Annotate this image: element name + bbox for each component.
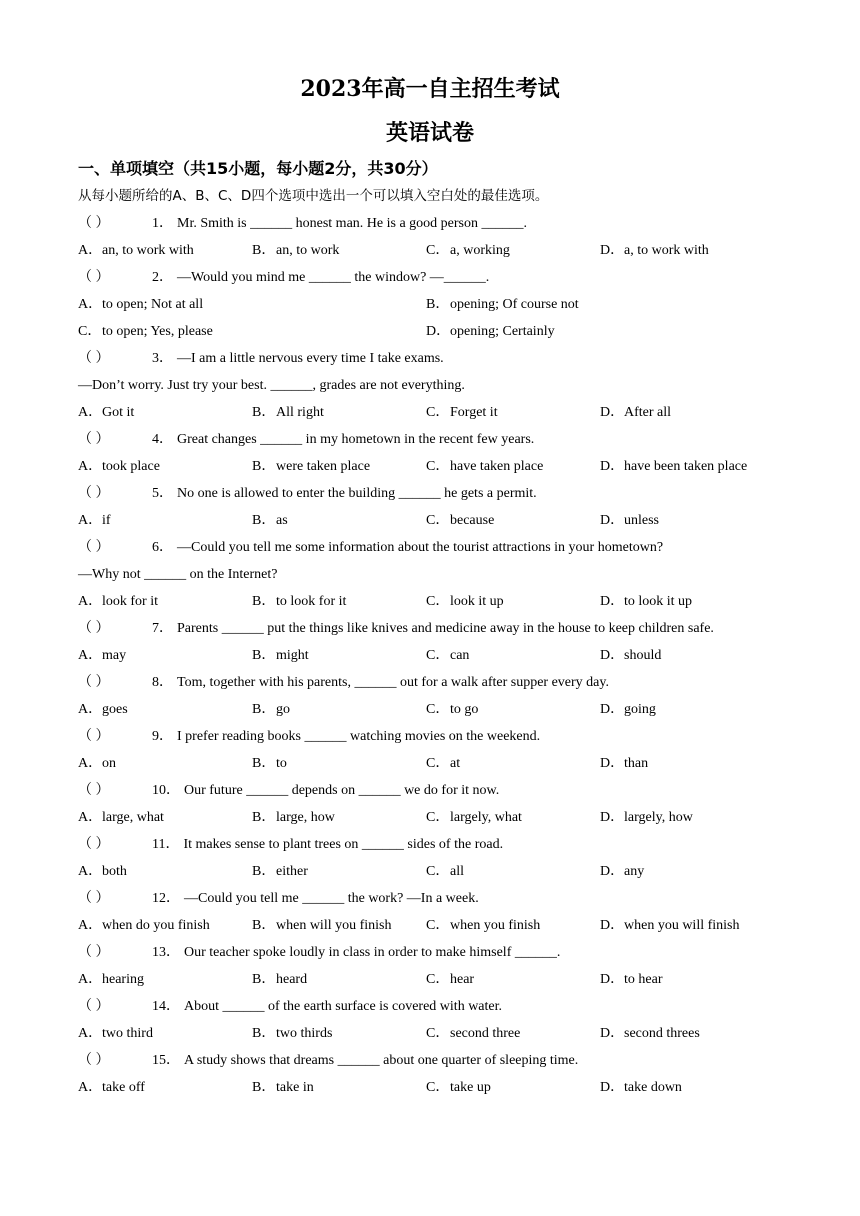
option-text: to hear — [624, 972, 663, 987]
question-13-option-b[interactable] — [252, 970, 307, 990]
option-text: may — [102, 648, 127, 663]
question-4-option-d[interactable] — [600, 457, 747, 477]
question-text: I prefer reading books ______ watching movies on the weekend. — [177, 729, 541, 744]
question-4-option-b[interactable] — [252, 457, 370, 477]
section-instructions: 从每小题所给的A、B、C、D四个选项中选出一个可以填入空白处的最佳选项。 — [78, 188, 549, 204]
option-letter: C． — [426, 648, 450, 663]
question-text: A study shows that dreams ______ about one quarter of sleeping time. — [184, 1053, 579, 1068]
option-text: an, to work — [276, 243, 340, 258]
question-3-option-b[interactable] — [252, 403, 324, 423]
option-letter: C． — [426, 405, 450, 420]
answer-blank[interactable]: （ ） — [78, 1053, 110, 1068]
option-text: should — [624, 648, 662, 663]
question-5-option-b[interactable] — [252, 511, 288, 531]
question-10-option-b[interactable] — [252, 808, 335, 828]
option-text: can — [450, 648, 470, 663]
page-subtitle: 英语试卷 — [385, 120, 474, 146]
question-text: Parents ______ put the things like knives and medicine away in the house to keep children safe. — [177, 621, 714, 636]
question-9-option-a[interactable] — [78, 754, 116, 774]
option-letter: D． — [600, 1026, 625, 1041]
answer-blank[interactable]: （ ） — [78, 891, 110, 906]
option-text: go — [276, 702, 290, 717]
question-5-option-a[interactable] — [78, 511, 111, 531]
option-text: a, working — [450, 243, 510, 258]
option-letter: A． — [78, 405, 103, 420]
question-number: 9． — [152, 729, 173, 744]
question-10-option-d[interactable] — [600, 808, 693, 828]
question-6-stem — [78, 538, 663, 558]
question-13-option-d[interactable] — [600, 970, 662, 990]
option-letter: C． — [426, 702, 450, 717]
option-text: both — [102, 864, 127, 879]
option-letter: C． — [426, 459, 450, 474]
option-letter: A． — [78, 918, 103, 933]
question-number: 12． — [152, 891, 180, 906]
question-5-option-d[interactable] — [600, 511, 659, 531]
answer-blank[interactable]: （ ） — [78, 999, 110, 1014]
question-9-option-c[interactable] — [426, 754, 460, 774]
question-3-stem-line-2 — [78, 376, 465, 396]
question-number: 11． — [152, 837, 180, 852]
question-11-option-b[interactable] — [252, 862, 308, 882]
option-letter: D． — [600, 864, 625, 879]
question-7-option-b[interactable] — [252, 646, 309, 666]
question-1-option-c[interactable] — [426, 241, 510, 261]
option-letter: C． — [426, 864, 450, 879]
question-15-stem — [78, 1051, 578, 1071]
option-letter: C． — [426, 594, 450, 609]
question-13-stem — [78, 943, 560, 963]
question-10-option-c[interactable] — [426, 808, 522, 828]
option-letter: A． — [78, 594, 103, 609]
option-text: either — [276, 864, 308, 879]
option-text: heard — [276, 972, 308, 987]
option-letter: B． — [252, 1080, 276, 1095]
answer-blank[interactable]: （ ） — [78, 486, 110, 501]
option-text: a, to work with — [624, 243, 709, 258]
question-text: —Could you tell me some information about the tourist attractions in your hometown? — [177, 540, 664, 555]
question-6-option-c[interactable] — [426, 592, 504, 612]
question-text: About ______ of the earth surface is covered with water. — [184, 999, 503, 1014]
question-4-option-a[interactable] — [78, 457, 160, 477]
question-14-option-c[interactable] — [426, 1024, 520, 1044]
option-letter: A． — [78, 297, 103, 312]
question-3-option-a[interactable] — [78, 403, 134, 423]
question-text: —Don’t worry. Just try your best. ______, grades are not everything. — [78, 378, 465, 393]
question-6-option-b[interactable] — [252, 592, 346, 612]
answer-blank[interactable]: （ ） — [78, 621, 110, 636]
option-text: at — [450, 756, 461, 771]
question-text: —Why not ______ on the Internet? — [78, 567, 278, 582]
question-12-stem — [78, 889, 479, 909]
question-number: 7． — [152, 621, 173, 636]
question-8-option-b[interactable] — [252, 700, 290, 720]
option-letter: B． — [252, 513, 276, 528]
question-15-option-b[interactable] — [252, 1078, 314, 1098]
option-letter: B． — [252, 459, 276, 474]
question-number: 8． — [152, 675, 173, 690]
option-letter: C． — [426, 756, 450, 771]
option-text: second three — [450, 1026, 521, 1041]
answer-blank[interactable]: （ ） — [78, 945, 110, 960]
option-letter: D． — [600, 405, 625, 420]
option-text: because — [450, 513, 495, 528]
question-8-option-c[interactable] — [426, 700, 478, 720]
question-text: —Would you mind me ______ the window? —______. — [177, 270, 490, 285]
option-text: all — [450, 864, 464, 879]
option-text: to look for it — [276, 594, 347, 609]
option-text: when you finish — [450, 918, 541, 933]
question-text: —Could you tell me ______ the work? —In a week. — [184, 891, 479, 906]
question-3-option-c[interactable] — [426, 403, 498, 423]
question-number: 13． — [152, 945, 180, 960]
question-number: 2． — [152, 270, 173, 285]
option-letter: D． — [426, 324, 451, 339]
option-text: hearing — [102, 972, 144, 987]
question-2-option-c[interactable] — [78, 322, 213, 342]
option-text: as — [276, 513, 288, 528]
question-15-option-c[interactable] — [426, 1078, 491, 1098]
question-14-option-a[interactable] — [78, 1024, 153, 1044]
option-text: look for it — [102, 594, 158, 609]
option-letter: A． — [78, 756, 103, 771]
question-number: 5． — [152, 486, 173, 501]
option-text: opening; Of course not — [450, 297, 579, 312]
option-letter: C． — [426, 513, 450, 528]
option-letter: B． — [252, 918, 276, 933]
question-3-option-d[interactable] — [600, 403, 671, 423]
page-title: 2023年高一自主招生考试 — [300, 76, 560, 102]
question-6-stem-line-2 — [78, 565, 277, 585]
option-letter: D． — [600, 1080, 625, 1095]
question-11-option-d[interactable] — [600, 862, 644, 882]
option-text: hear — [450, 972, 475, 987]
question-text: Tom, together with his parents, ______ out for a walk after supper every day. — [177, 675, 609, 690]
question-7-stem — [78, 619, 714, 639]
answer-blank[interactable]: （ ） — [78, 270, 110, 285]
question-3-stem — [78, 349, 444, 369]
question-text: Mr. Smith is ______ honest man. He is a good person ______. — [177, 216, 527, 231]
question-14-stem — [78, 997, 502, 1017]
option-text: an, to work with — [102, 243, 194, 258]
option-letter: B． — [252, 756, 276, 771]
option-text: large, what — [102, 810, 164, 825]
question-15-option-a[interactable] — [78, 1078, 145, 1098]
option-text: on — [102, 756, 116, 771]
option-text: After all — [624, 405, 672, 420]
option-letter: D． — [600, 810, 625, 825]
option-text: to — [276, 756, 287, 771]
option-letter: D． — [600, 243, 625, 258]
question-12-option-a[interactable] — [78, 916, 210, 936]
option-letter: A． — [78, 702, 103, 717]
question-14-option-b[interactable] — [252, 1024, 332, 1044]
question-12-option-d[interactable] — [600, 916, 740, 936]
option-letter: A． — [78, 1026, 103, 1041]
option-letter: A． — [78, 1080, 103, 1095]
option-letter: B． — [252, 972, 276, 987]
option-text: second threes — [624, 1026, 700, 1041]
option-letter: A． — [78, 513, 103, 528]
option-text: to open; Not at all — [102, 297, 204, 312]
option-letter: C． — [426, 1080, 450, 1095]
option-letter: B． — [252, 594, 276, 609]
option-letter: D． — [600, 459, 625, 474]
question-1-option-b[interactable] — [252, 241, 339, 261]
option-text: largely, what — [450, 810, 522, 825]
option-text: when you will finish — [624, 918, 740, 933]
question-12-option-b[interactable] — [252, 916, 392, 936]
option-letter: C． — [426, 918, 450, 933]
question-text: Our future ______ depends on ______ we do for it now. — [184, 783, 500, 798]
question-8-option-a[interactable] — [78, 700, 128, 720]
question-5-stem — [78, 484, 537, 504]
option-letter: B． — [252, 648, 276, 663]
option-letter: C． — [426, 972, 450, 987]
option-text: take down — [624, 1080, 682, 1095]
option-letter: C． — [426, 810, 450, 825]
question-14-option-d[interactable] — [600, 1024, 700, 1044]
question-4-stem — [78, 430, 534, 450]
question-text: —I am a little nervous every time I take exams. — [177, 351, 444, 366]
question-13-option-a[interactable] — [78, 970, 144, 990]
question-11-option-a[interactable] — [78, 862, 127, 882]
question-5-option-c[interactable] — [426, 511, 494, 531]
question-4-option-c[interactable] — [426, 457, 543, 477]
option-letter: A． — [78, 243, 103, 258]
option-letter: B． — [252, 810, 276, 825]
question-number: 1． — [152, 216, 173, 231]
option-text: goes — [102, 702, 128, 717]
question-7-option-c[interactable] — [426, 646, 469, 666]
question-text: Great changes ______ in my hometown in the recent few years. — [177, 432, 535, 447]
option-letter: D． — [600, 594, 625, 609]
option-text: any — [624, 864, 645, 879]
option-text: have taken place — [450, 459, 544, 474]
question-number: 15． — [152, 1053, 180, 1068]
option-text: large, how — [276, 810, 335, 825]
question-number: 3． — [152, 351, 173, 366]
question-8-option-d[interactable] — [600, 700, 656, 720]
option-text: Got it — [102, 405, 135, 420]
answer-blank[interactable]: （ ） — [78, 540, 110, 555]
option-text: take up — [450, 1080, 491, 1095]
option-letter: A． — [78, 459, 103, 474]
option-text: going — [624, 702, 656, 717]
question-7-option-d[interactable] — [600, 646, 661, 666]
option-text: All right — [276, 405, 324, 420]
option-letter: D． — [600, 918, 625, 933]
question-13-option-c[interactable] — [426, 970, 474, 990]
question-2-option-a[interactable] — [78, 295, 203, 315]
question-1-option-a[interactable] — [78, 241, 194, 261]
question-7-option-a[interactable] — [78, 646, 126, 666]
answer-blank[interactable]: （ ） — [78, 216, 110, 231]
question-15-option-d[interactable] — [600, 1078, 682, 1098]
option-letter: C． — [426, 1026, 450, 1041]
option-text: unless — [624, 513, 659, 528]
option-letter: B． — [252, 405, 276, 420]
option-letter: D． — [600, 756, 625, 771]
option-text: to look it up — [624, 594, 693, 609]
option-letter: A． — [78, 864, 103, 879]
question-2-option-d[interactable] — [426, 322, 555, 342]
option-text: Forget it — [450, 405, 498, 420]
option-text: to go — [450, 702, 479, 717]
answer-blank[interactable]: （ ） — [78, 729, 110, 744]
question-6-option-d[interactable] — [600, 592, 692, 612]
question-text: Our teacher spoke loudly in class in order to make himself ______. — [184, 945, 561, 960]
question-10-stem — [78, 781, 499, 801]
option-letter: A． — [78, 972, 103, 987]
question-2-stem — [78, 268, 489, 288]
question-9-option-b[interactable] — [252, 754, 287, 774]
option-text: when do you finish — [102, 918, 210, 933]
option-letter: A． — [78, 648, 103, 663]
question-2-option-b[interactable] — [426, 295, 579, 315]
option-text: two third — [102, 1026, 153, 1041]
option-letter: B． — [252, 1026, 276, 1041]
option-text: than — [624, 756, 649, 771]
question-number: 4． — [152, 432, 173, 447]
question-number: 10． — [152, 783, 180, 798]
option-letter: D． — [600, 972, 625, 987]
question-11-option-c[interactable] — [426, 862, 464, 882]
question-8-stem — [78, 673, 609, 693]
question-number: 6． — [152, 540, 173, 555]
question-number: 14． — [152, 999, 180, 1014]
question-9-option-d[interactable] — [600, 754, 648, 774]
question-11-stem — [78, 835, 503, 855]
option-letter: D． — [600, 702, 625, 717]
answer-blank[interactable]: （ ） — [78, 675, 110, 690]
question-text: It makes sense to plant trees on ______ sides of the road. — [183, 837, 504, 852]
option-letter: B． — [252, 864, 276, 879]
option-letter: C． — [78, 324, 102, 339]
option-text: when will you finish — [276, 918, 392, 933]
option-text: largely, how — [624, 810, 693, 825]
question-12-option-c[interactable] — [426, 916, 540, 936]
option-letter: B． — [426, 297, 450, 312]
answer-blank[interactable]: （ ） — [78, 351, 110, 366]
question-1-stem — [78, 214, 527, 234]
option-text: were taken place — [276, 459, 371, 474]
option-letter: A． — [78, 810, 103, 825]
option-text: take in — [276, 1080, 314, 1095]
option-letter: D． — [600, 513, 625, 528]
option-letter: C． — [426, 243, 450, 258]
option-letter: D． — [600, 648, 625, 663]
section-heading: 一、单项填空（共15小题，每小题2分，共30分） — [78, 159, 438, 178]
question-1-option-d[interactable] — [600, 241, 709, 261]
question-9-stem — [78, 727, 540, 747]
option-text: opening; Certainly — [450, 324, 555, 339]
question-10-option-a[interactable] — [78, 808, 164, 828]
question-6-option-a[interactable] — [78, 592, 158, 612]
option-letter: B． — [252, 702, 276, 717]
question-text: No one is allowed to enter the building ______ he gets a permit. — [177, 486, 537, 501]
answer-blank[interactable]: （ ） — [78, 432, 110, 447]
option-text: to open; Yes, please — [102, 324, 213, 339]
answer-blank[interactable]: （ ） — [78, 837, 110, 852]
option-text: if — [102, 513, 111, 528]
option-text: look it up — [450, 594, 504, 609]
option-text: took place — [102, 459, 160, 474]
option-text: might — [276, 648, 309, 663]
option-letter: B． — [252, 243, 276, 258]
answer-blank[interactable]: （ ） — [78, 783, 110, 798]
option-text: have been taken place — [624, 459, 748, 474]
option-text: two thirds — [276, 1026, 333, 1041]
option-text: take off — [102, 1080, 145, 1095]
